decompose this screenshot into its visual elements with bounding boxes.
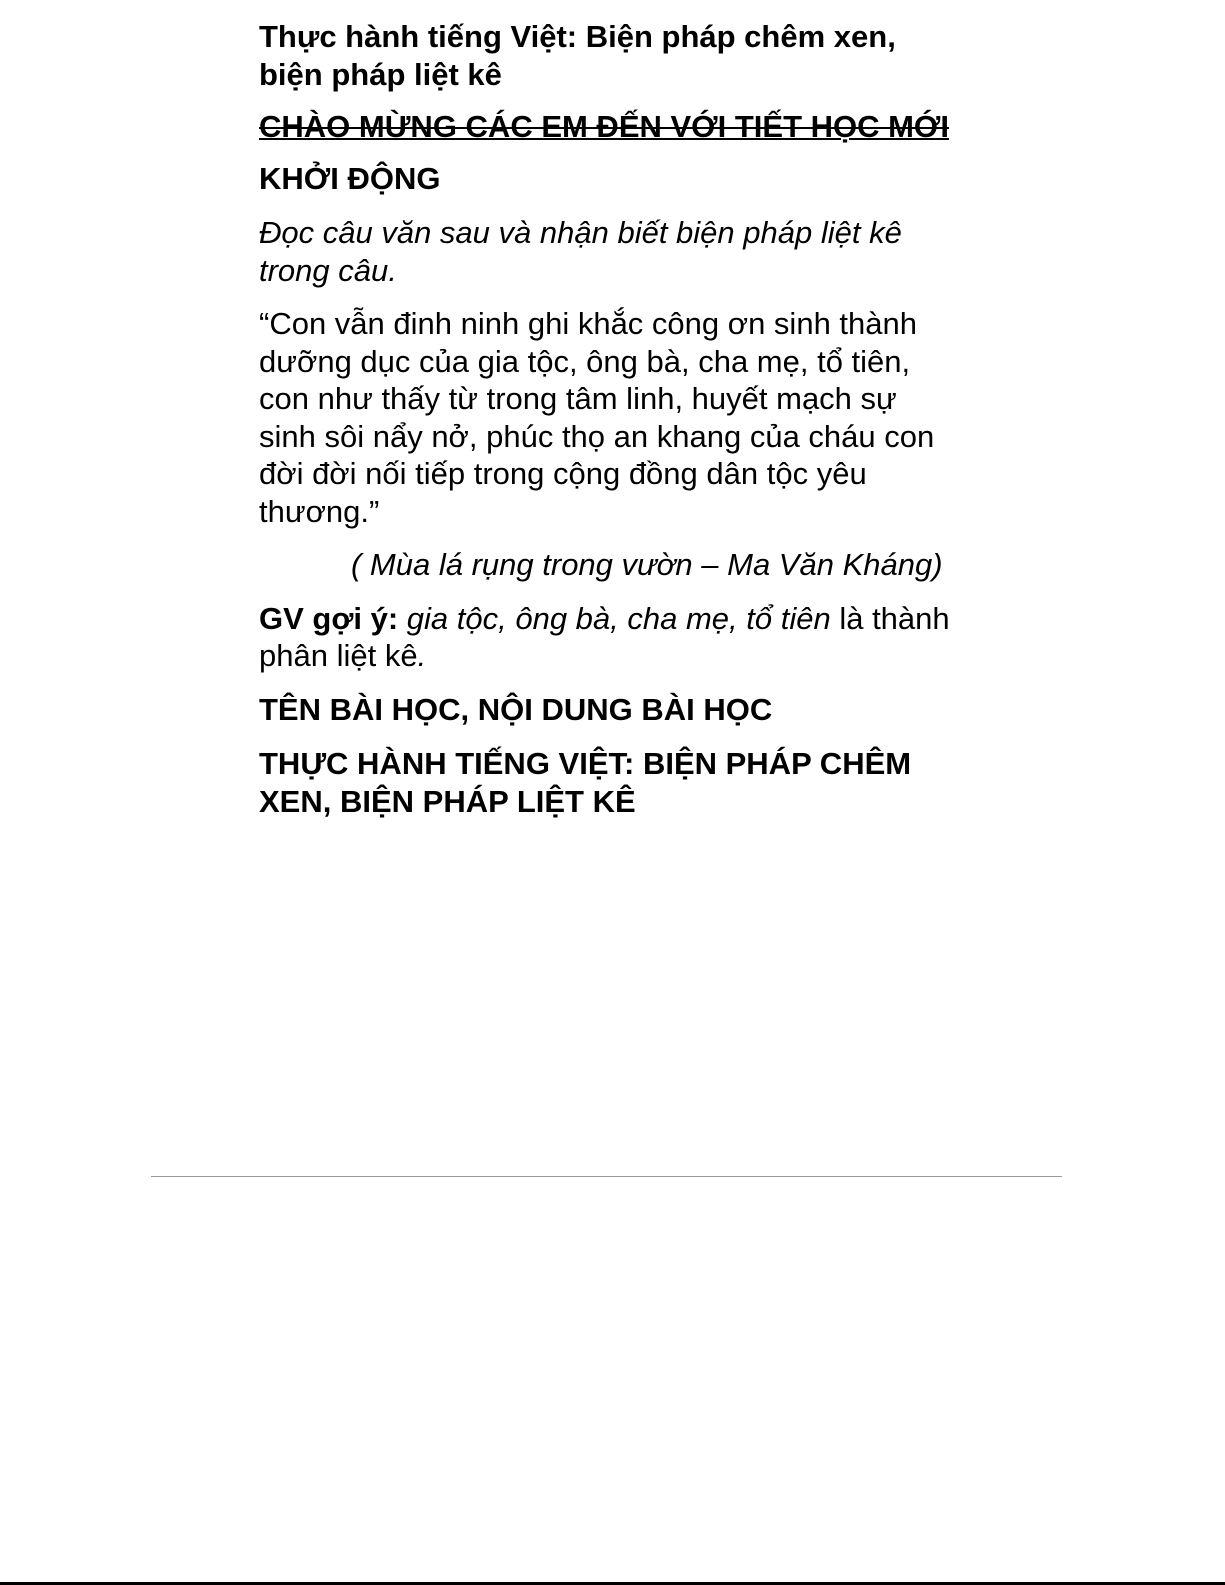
section-heading-lesson: TÊN BÀI HỌC, NỘI DUNG BÀI HỌC	[259, 691, 773, 727]
lesson-title: THỰC HÀNH TIẾNG VIỆT: BIỆN PHÁP CHÊM XEN, BIỆN PHÁP LIỆT KÊ	[259, 745, 912, 819]
hint-emphasis: gia tộc, ông bà, cha mẹ, tổ tiên	[398, 600, 831, 636]
quote-text: “Con vẫn đinh ninh ghi khắc công ơn sinh thành dưỡng dục của gia tộc, ông bà, cha mẹ, tổ tiên, con như thấy từ trong tâm linh, huyết mạch sự sinh sôi nẩy nở, phúc thọ an khang của cháu con đời đời nối tiếp trong cộng đồng dân tộc yêu thương.”	[259, 306, 935, 529]
hint-rest: là thành phân liệt kê	[259, 600, 950, 673]
hint-end: .	[417, 638, 427, 673]
section-heading-start: KHỞI ĐỘNG	[259, 161, 441, 196]
instruction-text: Đọc câu văn sau và nhận biết biện pháp liệt kê trong câu.	[259, 215, 902, 288]
teacher-hint	[259, 600, 959, 675]
welcome-heading: CHÀO MỪNG CÁC EM ĐẾN VỚI TIẾT HỌC MỚI	[259, 109, 949, 144]
quote-citation: ( Mùa lá rụng trong vườn – Ma Văn Kháng)	[351, 547, 943, 582]
hint-label: GV gợi ý:	[259, 600, 399, 636]
document-title: Thực hành tiếng Việt: Biện pháp chêm xen, biện pháp liệt kê	[259, 19, 896, 92]
document-body	[259, 18, 959, 837]
page-divider	[151, 1176, 1062, 1177]
